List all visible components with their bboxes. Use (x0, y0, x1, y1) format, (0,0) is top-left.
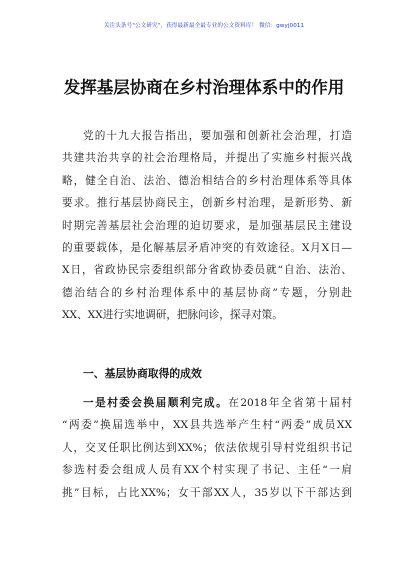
paragraph-line: 的重要载体，是化解基层矛盾冲突的有效途径。X月X日— (62, 241, 352, 254)
section-paragraph (62, 392, 352, 504)
paragraph-line: XX、XX进行实地调研，把脉问诊，探寻对策。 (62, 309, 283, 322)
paragraph-line: 略，健全自治、法治、德治相结合的乡村治理体系等具体 (62, 174, 352, 187)
intro-paragraph (62, 125, 352, 327)
paragraph-line: 人，交叉任职比例达到XX%；依法依规引导村党组织书记 (62, 441, 352, 454)
paragraph-line: 德治结合的乡村治理体系中的基层协商”专题，分别赴 (62, 286, 352, 299)
paragraph-line: 参选村委会组成人员有XX个村实现了书记、主任“一肩 (62, 464, 352, 477)
paragraph-line-text: 在2018年全省第十届村 (228, 397, 352, 409)
document-title: 发挥基层协商在乡村治理体系中的作用 (63, 78, 345, 97)
section-heading: 一、基层协商取得的成效 (83, 367, 202, 380)
paragraph-line: 时期完善基层社会治理的迫切要求，是加强基层民主建设 (62, 219, 352, 232)
paragraph-line (62, 392, 352, 414)
paragraph-line: 党的十九大报告指出，要加强和创新社会治理，打造 (83, 130, 352, 142)
header-note: 关注头条号"公文研究"，获得最新最全最专业的公文资料库！ 微信：gwyj0011 (103, 23, 305, 29)
paragraph-line: 共建共治共享的社会治理格局，并提出了实施乡村振兴战 (62, 152, 352, 165)
paragraph-line: “两委”换届选举中，XX县共选举产生村“两委”成员XX (62, 419, 352, 432)
paragraph-line: 挑”目标，占比XX%；女干部XX人，35岁以下干部达到 (62, 486, 352, 499)
paragraph-line: 要求。推行基层协商民主，创新乡村治理，是新形势、新 (62, 197, 352, 210)
paragraph-line: X日，省政协民宗委组织部分省政协委员就“自治、法治、 (62, 264, 352, 277)
paragraph-lead: 一是村委会换届顺利完成。 (83, 397, 229, 409)
